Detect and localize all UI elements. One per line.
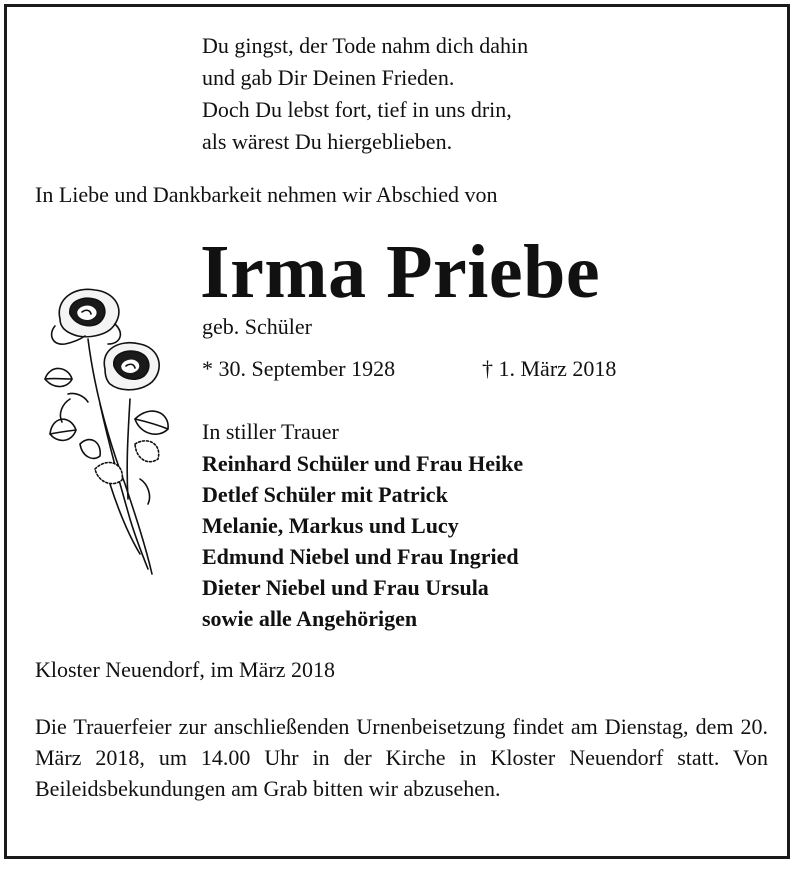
poem-line: und gab Dir Deinen Frieden.	[202, 65, 455, 90]
birth-name: geb. Schüler	[202, 314, 312, 339]
poem-line: als wärest Du hiergeblieben.	[202, 129, 453, 154]
memorial-poem	[202, 30, 528, 158]
mourner-item: Dieter Niebel und Frau Ursula	[202, 575, 489, 600]
place-and-date: Kloster Neuendorf, im März 2018	[35, 657, 335, 682]
mourner-item: Reinhard Schüler und Frau Heike	[202, 451, 524, 476]
mourner-item: sowie alle Angehörigen	[202, 606, 418, 631]
mourner-item: Melanie, Markus und Lucy	[202, 513, 459, 538]
poem-line: Doch Du lebst fort, tief in uns drin,	[202, 97, 512, 122]
mourner-item: Edmund Niebel und Frau Ingried	[202, 544, 519, 569]
mourning-label: In stiller Trauer	[202, 419, 339, 444]
death-date: † 1. März 2018	[482, 356, 617, 381]
birth-date: * 30. September 1928	[202, 356, 396, 381]
rose-illustration-icon	[40, 284, 175, 579]
deceased-name: Irma Priebe	[200, 230, 601, 314]
mourner-item: Detlef Schüler mit Patrick	[202, 482, 448, 507]
funeral-notice: Die Trauerfeier zur anschließenden Urnenbeisetzung findet am Dienstag, dem 20. März 2018, um 14.00 Uhr in der Kirche in Kloster Neuendorf statt. Von Beileidsbekundungen am Grab bitten wir abzusehen.	[35, 714, 768, 801]
farewell-intro: In Liebe und Dankbarkeit nehmen wir Abschied von	[35, 182, 498, 207]
mourners-list	[202, 448, 523, 634]
poem-line: Du gingst, der Tode nahm dich dahin	[202, 33, 529, 58]
